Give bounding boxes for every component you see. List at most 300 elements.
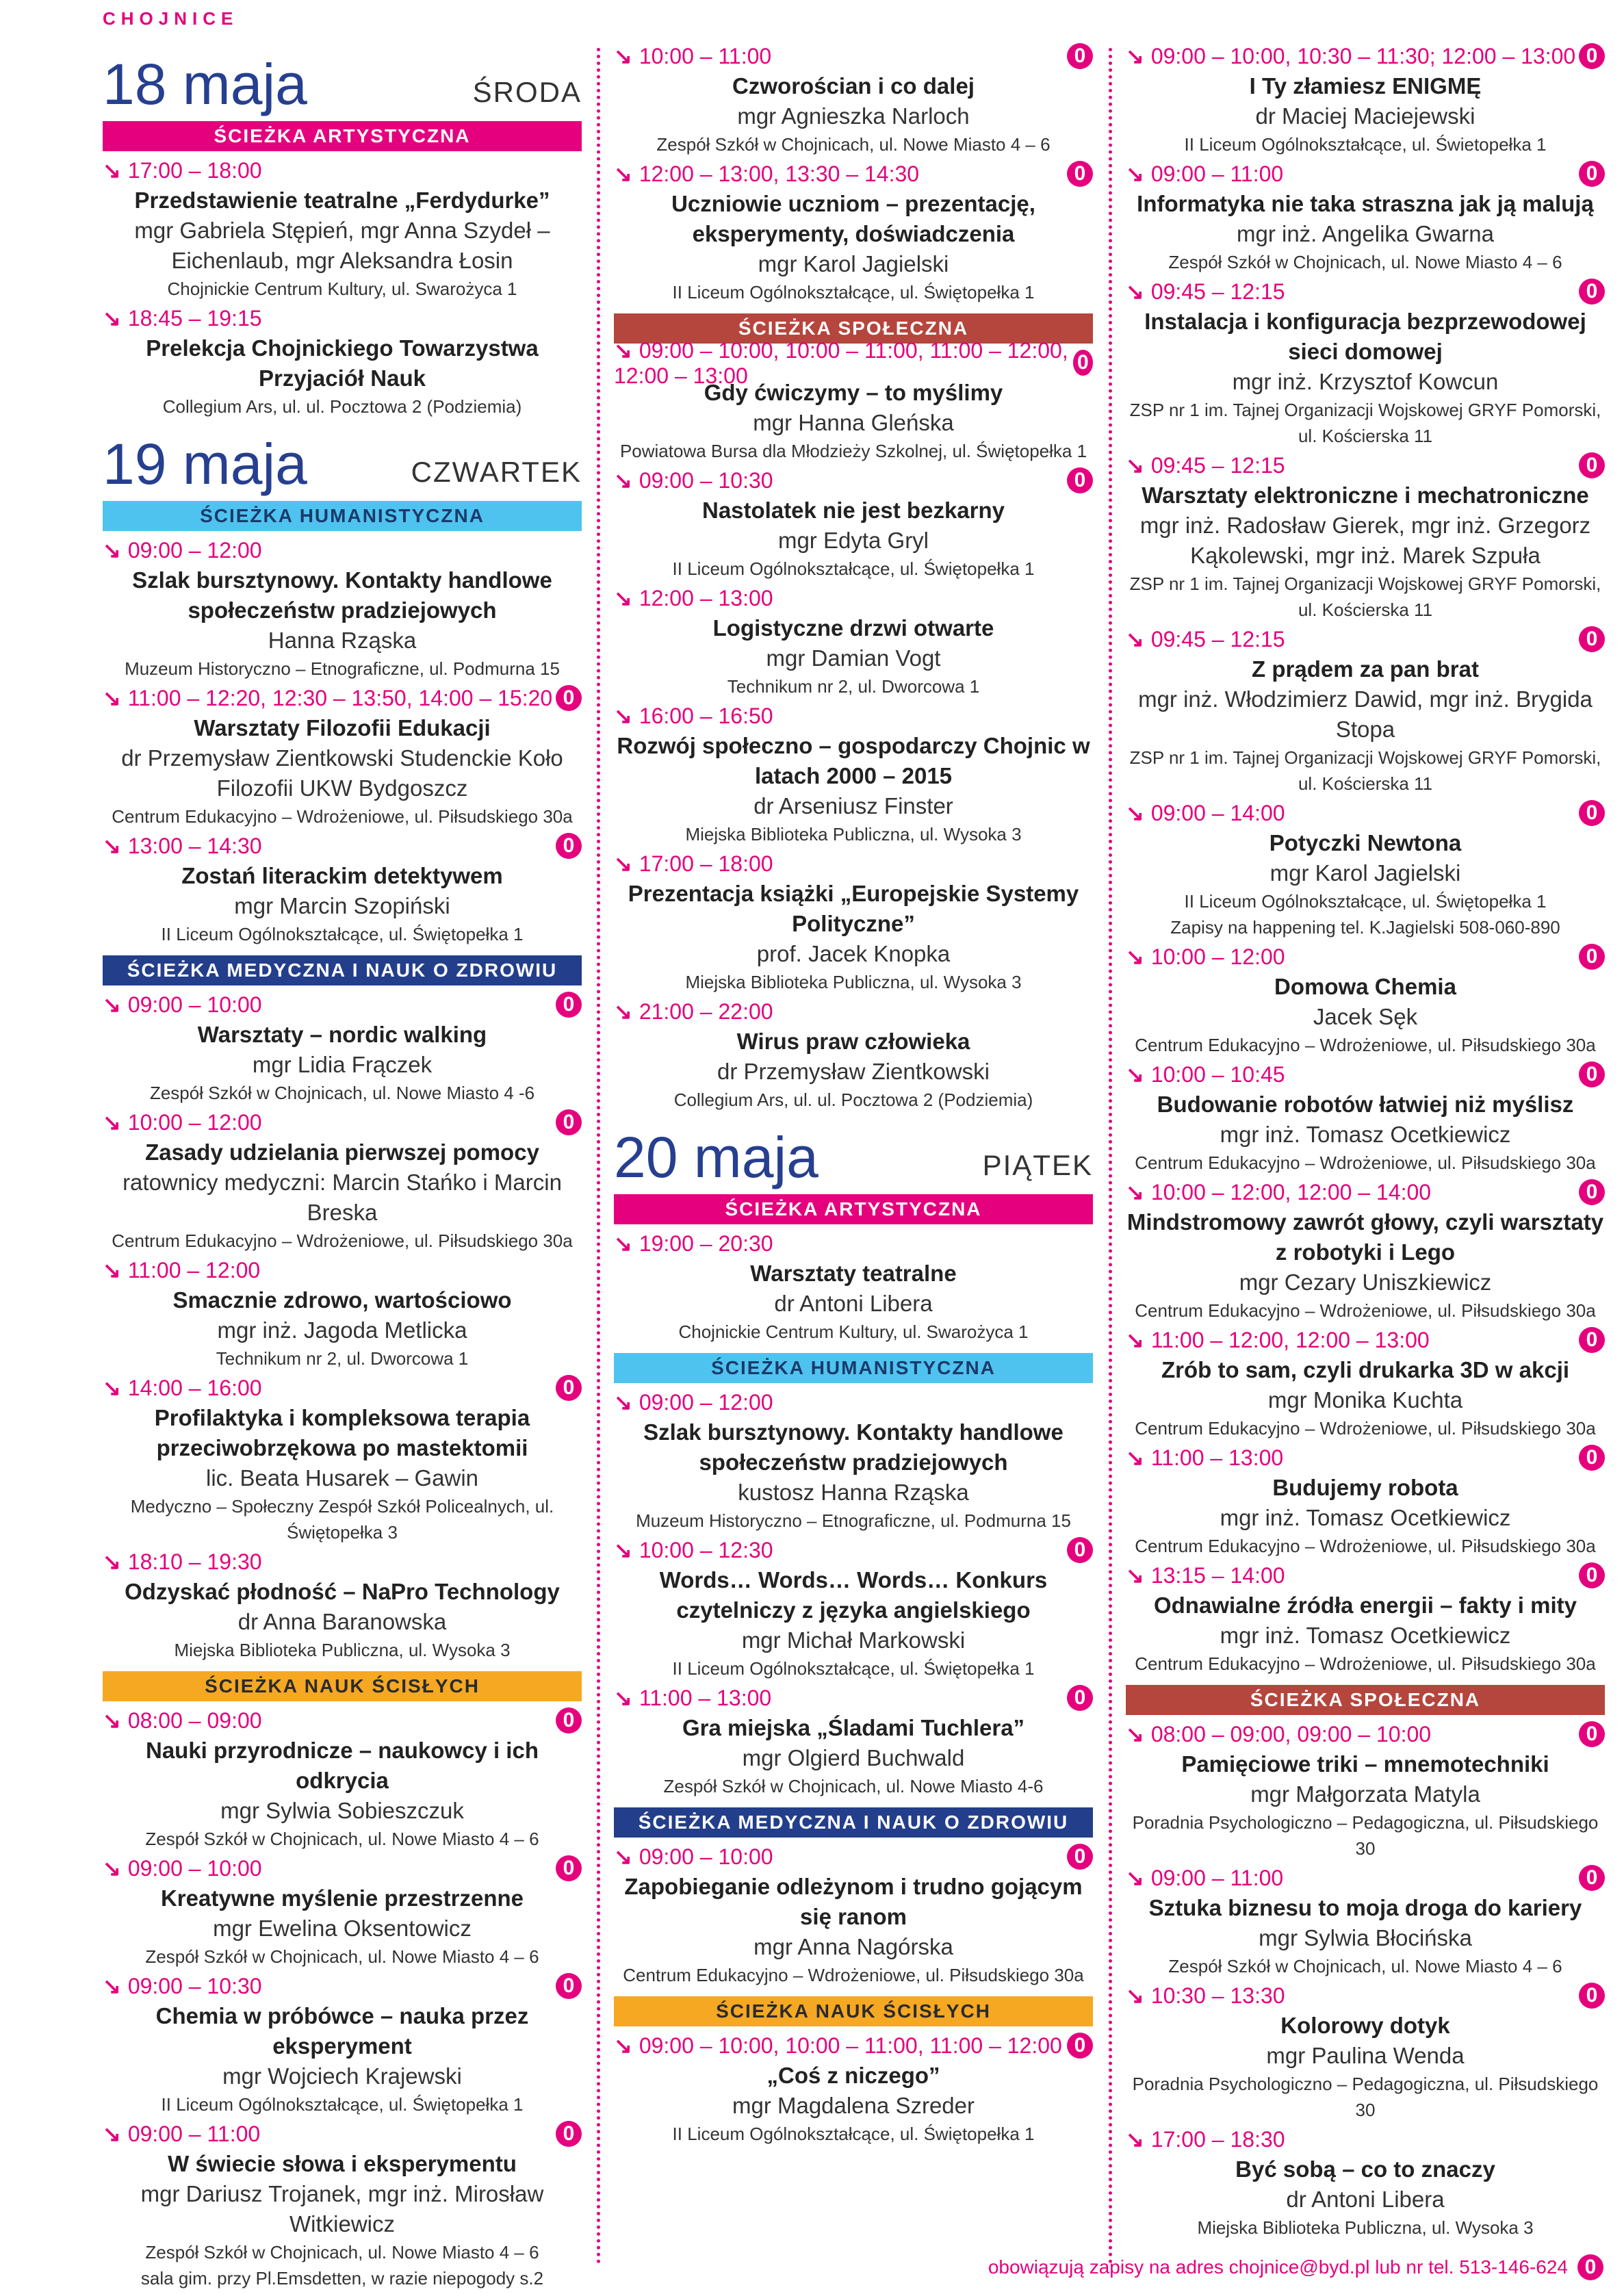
signup-badge: 0 <box>1579 43 1605 69</box>
path-header: ŚCIEŻKA NAUK ŚCISŁYCH <box>614 1996 1093 2026</box>
event-time-row <box>1126 450 1605 480</box>
event-place: Technikum nr 2, ul. Dworcowa 1 <box>216 1348 469 1369</box>
event <box>103 831 582 947</box>
event-presenter: mgr Magdalena Szreder <box>732 2093 975 2118</box>
event-title: Zapobieganie odleżynom i trudno gojącym się ranom <box>624 1874 1083 1929</box>
event-time-text: 11:00 – 12:20, 12:30 – 13:50, 14:00 – 15:20 <box>127 686 553 710</box>
arrow-icon: ↘ <box>103 1549 121 1574</box>
event-time-row <box>614 2031 1093 2061</box>
day-header <box>103 421 582 496</box>
event-title: Z prądem za pan brat <box>1252 656 1479 682</box>
event <box>1126 1560 1605 1677</box>
signup-badge: 0 <box>1073 350 1093 376</box>
event-time-text: 09:00 – 10:00, 10:30 – 11:30; 12:00 – 13:00 <box>1150 44 1576 68</box>
column-separator <box>1109 48 1112 2265</box>
event <box>1126 1059 1605 1176</box>
arrow-icon: ↘ <box>614 1390 632 1415</box>
arrow-icon: ↘ <box>614 1538 632 1562</box>
event-presenter: dr Anna Baranowska <box>237 1609 447 1634</box>
event-time-row <box>103 1107 582 1137</box>
event-presenter: mgr Karol Jagielski <box>1269 860 1461 886</box>
schedule-column-1 <box>103 41 582 2293</box>
event-time-text: 09:00 – 10:00 <box>127 992 262 1017</box>
event-title: Zostań literackim detektywem <box>181 863 503 888</box>
event-presenter: dr Antoni Libera <box>1286 2187 1445 2212</box>
event-time <box>1126 1061 1285 1087</box>
event-title: W świecie słowa i eksperymentu <box>168 2151 517 2176</box>
event-time-row <box>614 849 1093 879</box>
event-time-row <box>614 159 1093 189</box>
signup-badge: 0 <box>1067 1537 1093 1563</box>
event-time-row <box>1126 2124 1605 2154</box>
event-time <box>614 585 773 611</box>
arrow-icon: ↘ <box>103 834 121 858</box>
event-title: Rozwój społeczno – gospodarczy Chojnic w latach 2000 – 2015 <box>617 733 1090 788</box>
event-presenter: dr Arseniusz Finster <box>753 793 953 819</box>
event-place: Poradnia Psychologiczno – Pedagogiczna, ul. Piłsudskiego 30 <box>1132 1812 1599 1859</box>
event <box>614 337 1093 464</box>
event-presenter: mgr Agnieszka Narloch <box>737 103 970 129</box>
schedule-column-2 <box>614 41 1093 2148</box>
event-title: Kreatywne myślenie przestrzenne <box>160 1885 524 1911</box>
event-time <box>1126 944 1285 970</box>
arrow-icon: ↘ <box>103 1258 121 1283</box>
arrow-icon: ↘ <box>1126 801 1144 825</box>
arrow-icon: ↘ <box>1126 1445 1144 1470</box>
event <box>614 1535 1093 1681</box>
event-title: Szlak bursztynowy. Kontakty handlowe społeczeństw pradziejowych <box>643 1419 1064 1475</box>
event-time-text: 09:45 – 12:15 <box>1150 279 1285 304</box>
event-title: Smacznie zdrowo, wartościowo <box>172 1287 512 1313</box>
event-presenter: mgr Gabriela Stępień, mgr Anna Szydeł – Eichenlaub, mgr Aleksandra Łosin <box>134 218 550 273</box>
event-time-text: 10:00 – 10:45 <box>1150 1062 1285 1087</box>
event-time-row <box>1126 1560 1605 1590</box>
event-place: ZSP nr 1 im. Tajnej Organizacji Wojskowej GRYF Pomorski, ul. Kościerska 11 <box>1129 574 1601 620</box>
event-title: Zrób to sam, czyli drukarka 3D w akcji <box>1161 1357 1570 1382</box>
signup-badge: 0 <box>1579 452 1605 478</box>
event-time-text: 16:00 – 16:50 <box>639 704 773 728</box>
arrow-icon: ↘ <box>103 686 121 710</box>
arrow-icon: ↘ <box>1126 944 1144 969</box>
event-time <box>614 998 773 1024</box>
event-place: Miejska Biblioteka Publiczna, ul. Wysoka 3 <box>174 1640 511 1660</box>
event-time <box>614 1844 773 1870</box>
event <box>614 2031 1093 2147</box>
event <box>614 1387 1093 1534</box>
event-time-text: 09:00 – 10:30 <box>127 1974 262 1998</box>
event-time <box>1126 1721 1431 1747</box>
event-time <box>1126 800 1285 826</box>
arrow-icon: ↘ <box>614 337 632 363</box>
event-place: Collegium Ars, ul. ul. Pocztowa 2 (Podziemia) <box>162 396 522 417</box>
event-time <box>1126 1865 1283 1891</box>
event-title: Mindstromowy zawrót głowy, czyli warsztaty z robotyki i Lego <box>1126 1209 1604 1265</box>
event-place: Centrum Edukacyjno – Wdrożeniowe, ul. Piłsudskiego 30a <box>1135 1300 1596 1321</box>
arrow-icon: ↘ <box>614 468 632 493</box>
event-time <box>614 43 771 69</box>
arrow-icon: ↘ <box>1126 1062 1144 1087</box>
event-time-text: 10:30 – 13:30 <box>1150 1983 1285 2008</box>
signup-badge: 0 <box>1579 1562 1605 1588</box>
event <box>103 1705 582 1852</box>
arrow-icon: ↘ <box>1126 1866 1144 1890</box>
event-place: Zespół Szkół w Chojnicach, ul. Nowe Miasto 4 – 6 <box>656 134 1051 155</box>
arrow-icon: ↘ <box>1126 279 1144 304</box>
signup-badge: 0 <box>556 1109 582 1135</box>
arrow-icon: ↘ <box>1126 1328 1144 1352</box>
arrow-icon: ↘ <box>103 158 121 183</box>
event-time-row <box>1126 1325 1605 1355</box>
event-title: Wirus praw człowieka <box>736 1029 970 1054</box>
path-header: ŚCIEŻKA NAUK ŚCISŁYCH <box>103 1671 582 1701</box>
event-title: Pamięciowe triki – mnemotechniki <box>1181 1751 1549 1777</box>
footer-text: obowiązują zapisy na adres chojnice@byd.pl lub nr tel. 513-146-624 <box>988 2256 1568 2278</box>
event-time-row <box>103 155 582 185</box>
event-title: Warsztaty Filozofii Edukacji <box>194 715 491 740</box>
event-time-row <box>614 1842 1093 1872</box>
event-time-text: 21:00 – 22:00 <box>639 999 773 1024</box>
event-presenter: dr Maciej Maciejewski <box>1255 103 1475 129</box>
event-time-row <box>614 583 1093 613</box>
event-presenter: mgr inż. Jagoda Metlicka <box>217 1317 467 1343</box>
arrow-icon: ↘ <box>103 1110 121 1135</box>
event-time-row <box>1126 942 1605 972</box>
arrow-icon: ↘ <box>614 162 632 186</box>
event-place: II Liceum Ogólnokształcące, ul. Świętopełka 1 <box>672 2124 1035 2144</box>
event <box>614 849 1093 995</box>
event-presenter: mgr Michał Markowski <box>741 1627 966 1653</box>
event-place: Zespół Szkół w Chojnicach, ul. Nowe Miasto 4 -6 <box>149 1083 535 1103</box>
event-presenter: mgr inż. Radosław Gierek, mgr inż. Grzegorz Kąkolewski, mgr inż. Marek Szpuła <box>1139 513 1591 568</box>
day-date: 18 maja <box>103 52 307 116</box>
path-header: ŚCIEŻKA MEDYCZNA I NAUK O ZDROWIU <box>614 1807 1093 1838</box>
event-title: Instalacja i konfiguracja bezprzewodowej sieci domowej <box>1144 309 1586 364</box>
event-time <box>103 1375 262 1401</box>
event-time-text: 17:00 – 18:30 <box>1150 2127 1285 2152</box>
arrow-icon: ↘ <box>614 999 632 1024</box>
event <box>614 1842 1093 1988</box>
event-time-row <box>103 1373 582 1403</box>
path-header: ŚCIEŻKA ARTYSTYCZNA <box>103 121 582 151</box>
arrow-icon: ↘ <box>103 1974 121 1998</box>
event-time <box>1126 43 1575 69</box>
event-presenter: mgr Karol Jagielski <box>758 251 949 276</box>
event-time-text: 09:00 – 11:00 <box>1150 162 1284 186</box>
arrow-icon: ↘ <box>103 538 121 563</box>
event-time-text: 09:00 – 14:00 <box>1150 801 1285 825</box>
event-presenter: mgr Cezary Uniszkiewicz <box>1239 1270 1492 1295</box>
signup-badge: 0 <box>1579 1179 1605 1205</box>
event-time-text: 09:00 – 10:00, 10:00 – 11:00, 11:00 – 12:00, 12:00 – 13:00 <box>614 337 1068 388</box>
event-note: sala gim. przy Pl.Emsdetten, w razie niepogody s.2 <box>140 2268 544 2289</box>
arrow-icon: ↘ <box>1126 453 1144 478</box>
event <box>614 701 1093 847</box>
event-time-text: 18:45 – 19:15 <box>127 306 262 331</box>
event-time-row <box>614 701 1093 731</box>
event-time-row <box>614 1387 1093 1417</box>
event-time <box>103 1549 262 1575</box>
day-weekday: PIĄTEK <box>982 1149 1093 1181</box>
arrow-icon: ↘ <box>103 1856 121 1881</box>
event-presenter: mgr Olgierd Buchwald <box>742 1745 965 1770</box>
event-presenter: mgr Wojciech Krajewski <box>222 2063 462 2089</box>
event-time <box>614 2033 1062 2059</box>
event-presenter: mgr Paulina Wenda <box>1266 2043 1465 2068</box>
event-place: Centrum Edukacyjno – Wdrożeniowe, ul. Piłsudskiego 30a <box>1135 1418 1596 1439</box>
city-name: CHOJNICE <box>103 8 239 29</box>
schedule-column-3 <box>1126 41 1605 2242</box>
event-place: II Liceum Ogólnokształcące, ul. Świętopełka 1 <box>672 282 1035 302</box>
event-title: Kolorowy dotyk <box>1280 2013 1450 2038</box>
event <box>1126 41 1605 157</box>
event-time-row <box>1126 159 1605 189</box>
event-title: Przedstawienie teatralne „Ferdydurke” <box>134 188 550 213</box>
path-header: ŚCIEŻKA MEDYCZNA I NAUK O ZDROWIU <box>103 955 582 985</box>
event-presenter: mgr Sylwia Błocińska <box>1259 1925 1472 1950</box>
arrow-icon: ↘ <box>103 1708 121 1733</box>
arrow-icon: ↘ <box>103 2122 121 2146</box>
event-time-row <box>614 465 1093 495</box>
event-presenter: mgr inż. Tomasz Ocetkiewicz <box>1220 1505 1511 1530</box>
signup-badge: 0 <box>1067 161 1093 187</box>
event-place: Technikum nr 2, ul. Dworcowa 1 <box>727 676 980 697</box>
event <box>103 303 582 420</box>
event-place: Centrum Edukacyjno – Wdrożeniowe, ul. Piłsudskiego 30a <box>1135 1536 1596 1556</box>
event-title: Budujemy robota <box>1272 1475 1458 1500</box>
event-time <box>103 1855 262 1881</box>
signup-badge: 0 <box>1579 1061 1605 1087</box>
event-time <box>103 1257 260 1283</box>
event-time-text: 11:00 – 13:00 <box>639 1686 772 1710</box>
event <box>103 1853 582 1970</box>
event-time-text: 09:00 – 10:30 <box>639 468 773 493</box>
event-title: Być sobą – co to znaczy <box>1235 2156 1495 2182</box>
event-note: Zapisy na happening tel. K.Jagielski 508-060-890 <box>1170 917 1560 938</box>
event-place: Zespół Szkół w Chojnicach, ul. Nowe Miasto 4 – 6 <box>145 1829 539 1849</box>
event-time <box>1126 2126 1285 2152</box>
event-time-row <box>103 2119 582 2149</box>
event-time <box>1126 161 1283 187</box>
signup-badge: 0 <box>556 1973 582 1999</box>
event <box>103 1255 582 1371</box>
arrow-icon: ↘ <box>614 1231 632 1256</box>
event-title: Profilaktyka i kompleksowa terapia przeciwobrzękowa po mastektomii <box>154 1405 530 1460</box>
event-time-row <box>1126 624 1605 654</box>
event <box>103 990 582 1106</box>
event-time-row <box>614 337 1093 388</box>
event-place: II Liceum Ogólnokształcące, ul. Świętopełka 1 <box>161 924 524 944</box>
event <box>614 159 1093 305</box>
event-time-text: 10:00 – 12:00, 12:00 – 14:00 <box>1150 1180 1432 1204</box>
event-presenter: mgr Anna Nagórska <box>753 1934 953 1959</box>
signup-badge: 0 <box>1579 1983 1605 2009</box>
signup-badge: 0 <box>1067 1685 1093 1711</box>
event-title: Czworościan i co dalej <box>732 73 975 99</box>
event-time-row <box>103 683 582 713</box>
event-time-row <box>1126 1443 1605 1473</box>
signup-badge: 0 <box>1577 2254 1603 2280</box>
event <box>103 1107 582 1254</box>
event-title: Warsztaty elektroniczne i mechatroniczne <box>1142 482 1589 508</box>
event-presenter: mgr inż. Włodzimierz Dawid, mgr inż. Brygida Stopa <box>1138 686 1593 742</box>
event-presenter: dr Przemysław Zientkowski Studenckie Koło Filozofii UKW Bydgoszcz <box>121 745 563 801</box>
event <box>614 996 1093 1113</box>
event-time-text: 13:00 – 14:30 <box>127 834 262 858</box>
event-title: Prezentacja książki „Europejskie Systemy Polityczne” <box>628 881 1079 936</box>
event <box>1126 1443 1605 1559</box>
day-weekday: ŚRODA <box>472 76 582 108</box>
event-time <box>614 1685 771 1711</box>
event-time-row <box>614 1535 1093 1565</box>
event-time <box>614 851 773 877</box>
event-place: Centrum Edukacyjno – Wdrożeniowe, ul. Piłsudskiego 30a <box>1135 1152 1596 1173</box>
event-time-text: 18:10 – 19:30 <box>127 1549 262 1574</box>
signup-badge: 0 <box>556 833 582 859</box>
day-date: 20 maja <box>614 1125 819 1189</box>
event-time-row <box>1126 1719 1605 1749</box>
event-time-text: 17:00 – 18:00 <box>639 851 773 876</box>
event <box>1126 2124 1605 2241</box>
event-time-text: 09:00 – 10:00 <box>639 1844 773 1869</box>
event <box>614 465 1093 582</box>
event-title: Words… Words… Words… Konkurs czytelniczy z języka angielskiego <box>659 1567 1048 1623</box>
arrow-icon: ↘ <box>103 992 121 1017</box>
event-place: Zespół Szkół w Chojnicach, ul. Nowe Miasto 4 – 6 <box>145 2242 539 2263</box>
arrow-icon: ↘ <box>614 1686 632 1710</box>
event-title: Domowa Chemia <box>1274 974 1456 999</box>
event-presenter: mgr inż. Tomasz Ocetkiewicz <box>1220 1623 1511 1648</box>
event-time-text: 17:00 – 18:00 <box>127 158 262 183</box>
signup-badge: 0 <box>556 1855 582 1881</box>
event-time <box>103 1707 262 1734</box>
event-presenter: mgr Dariusz Trojanek, mgr inż. Mirosław Witkiewicz <box>140 2181 544 2237</box>
arrow-icon: ↘ <box>614 2033 632 2058</box>
event-title: Sztuka biznesu to moja droga do kariery <box>1148 1895 1582 1920</box>
event-presenter: ratownicy medyczni: Marcin Stańko i Marcin Breska <box>123 1170 562 1225</box>
signup-badge: 0 <box>556 1375 582 1401</box>
event-place: Muzeum Historyczno – Etnograficzne, ul. Podmurna 15 <box>125 658 560 679</box>
event <box>1126 276 1605 449</box>
event <box>103 2119 582 2291</box>
signup-badge: 0 <box>556 2121 582 2147</box>
event-time-row <box>103 1547 582 1577</box>
event-time-text: 08:00 – 09:00, 09:00 – 10:00 <box>1150 1722 1432 1747</box>
event-presenter: mgr Małgorzata Matyla <box>1250 1781 1480 1807</box>
event-time <box>103 1109 262 1135</box>
day-header <box>614 1114 1093 1189</box>
event <box>103 535 582 682</box>
event-time-text: 11:00 – 13:00 <box>1150 1445 1284 1470</box>
event-time-row <box>1126 1059 1605 1090</box>
event-time-row <box>1126 1981 1605 2011</box>
signup-badge: 0 <box>1579 1721 1605 1747</box>
event-place: Centrum Edukacyjno – Wdrożeniowe, ul. Piłsudskiego 30a <box>1135 1035 1596 1055</box>
event-time-text: 10:00 – 12:00 <box>1150 944 1285 969</box>
event-time <box>103 1973 262 1999</box>
event-title: Potyczki Newtona <box>1269 830 1462 855</box>
event-place: ZSP nr 1 im. Tajnej Organizacji Wojskowej GRYF Pomorski, ul. Kościerska 11 <box>1129 747 1601 794</box>
arrow-icon: ↘ <box>614 704 632 728</box>
signup-badge: 0 <box>1067 2033 1093 2059</box>
event-time <box>1126 279 1285 305</box>
event-title: Nastolatek nie jest bezkarny <box>701 498 1005 523</box>
event-presenter: prof. Jacek Knopka <box>756 941 951 966</box>
signup-badge: 0 <box>556 1707 582 1734</box>
event <box>614 1683 1093 1799</box>
event-presenter: dr Antoni Libera <box>774 1291 933 1316</box>
event-presenter: mgr inż. Tomasz Ocetkiewicz <box>1220 1122 1511 1147</box>
event <box>1126 624 1605 797</box>
path-header: ŚCIEŻKA ARTYSTYCZNA <box>614 1194 1093 1224</box>
event <box>1126 1325 1605 1441</box>
event-time-row <box>1126 276 1605 307</box>
event <box>614 1228 1093 1345</box>
arrow-icon: ↘ <box>1126 162 1144 186</box>
event-title: Prelekcja Chojnickiego Towarzystwa Przyjaciół Nauk <box>146 335 539 391</box>
event-time-row <box>103 990 582 1020</box>
column-separator <box>597 48 600 2265</box>
event-time-text: 09:00 – 12:00 <box>127 538 262 563</box>
signup-badge: 0 <box>1579 1445 1605 1471</box>
event-time-row <box>614 1228 1093 1259</box>
arrow-icon: ↘ <box>103 306 121 331</box>
arrow-icon: ↘ <box>614 851 632 876</box>
event-presenter: mgr inż. Krzysztof Kowcun <box>1232 369 1499 394</box>
event-place: Powiatowa Bursa dla Młodzieży Szkolnej, ul. Świętopełka 1 <box>619 441 1087 461</box>
event-place: II Liceum Ogólnokształcące, ul. Świętopełka 1 <box>1184 891 1547 912</box>
event-place: Centrum Edukacyjno – Wdrożeniowe, ul. Piłsudskiego 30a <box>1135 1653 1596 1674</box>
event-title: Warsztaty teatralne <box>750 1261 957 1286</box>
event <box>1126 942 1605 1058</box>
signup-badge: 0 <box>1579 1327 1605 1353</box>
event-time-text: 09:00 – 10:00, 10:00 – 11:00, 11:00 – 12:00 <box>639 2033 1062 2058</box>
signup-badge: 0 <box>1579 279 1605 305</box>
path-header: ŚCIEŻKA SPOŁECZNA <box>614 313 1093 344</box>
path-header: ŚCIEŻKA HUMANISTYCZNA <box>614 1353 1093 1383</box>
event-time-text: 11:00 – 12:00 <box>127 1258 261 1283</box>
event-place: II Liceum Ogólnokształcące, ul. Świętopełka 1 <box>672 558 1035 579</box>
event-place: ZSP nr 1 im. Tajnej Organizacji Wojskowej GRYF Pomorski, ul. Kościerska 11 <box>1129 400 1601 446</box>
event-place: Chojnickie Centrum Kultury, ul. Swarożyca 1 <box>167 279 517 299</box>
event-place: II Liceum Ogólnokształcące, ul. Świetopełka 1 <box>1184 134 1547 155</box>
event-presenter: mgr Marcin Szopiński <box>234 893 450 918</box>
event-time <box>1126 1445 1283 1471</box>
event <box>103 683 582 829</box>
event-title: „Coś z niczego” <box>766 2063 940 2088</box>
event-presenter: mgr Sylwia Sobieszczuk <box>220 1798 464 1823</box>
event-time-text: 14:00 – 16:00 <box>127 1376 262 1400</box>
signup-badge: 0 <box>1579 800 1605 826</box>
event-place: Zespół Szkół w Chojnicach, ul. Nowe Miasto 4 – 6 <box>1168 252 1562 272</box>
event-title: Chemia w próbówce – nauka przez eksperyment <box>155 2003 529 2059</box>
event-title: Gdy ćwiczymy – to myślimy <box>704 380 1003 405</box>
event-presenter: dr Przemysław Zientkowski <box>717 1059 990 1084</box>
event <box>1126 159 1605 275</box>
event-place: Centrum Edukacyjno – Wdrożeniowe, ul. Piłsudskiego 30a <box>623 1965 1084 1985</box>
event-time-text: 11:00 – 12:00, 12:00 – 13:00 <box>1150 1328 1430 1352</box>
day-date: 19 maja <box>103 432 307 496</box>
path-header: ŚCIEŻKA SPOŁECZNA <box>1126 1685 1605 1715</box>
event-time <box>614 1537 773 1563</box>
event-time-row <box>1126 1863 1605 1893</box>
event-time <box>1126 1562 1285 1588</box>
event-time-row <box>103 303 582 333</box>
event-time-row <box>1126 41 1605 71</box>
event-time <box>103 685 552 711</box>
signup-badge: 0 <box>556 992 582 1018</box>
arrow-icon: ↘ <box>1126 1983 1144 2008</box>
event <box>1126 1719 1605 1861</box>
